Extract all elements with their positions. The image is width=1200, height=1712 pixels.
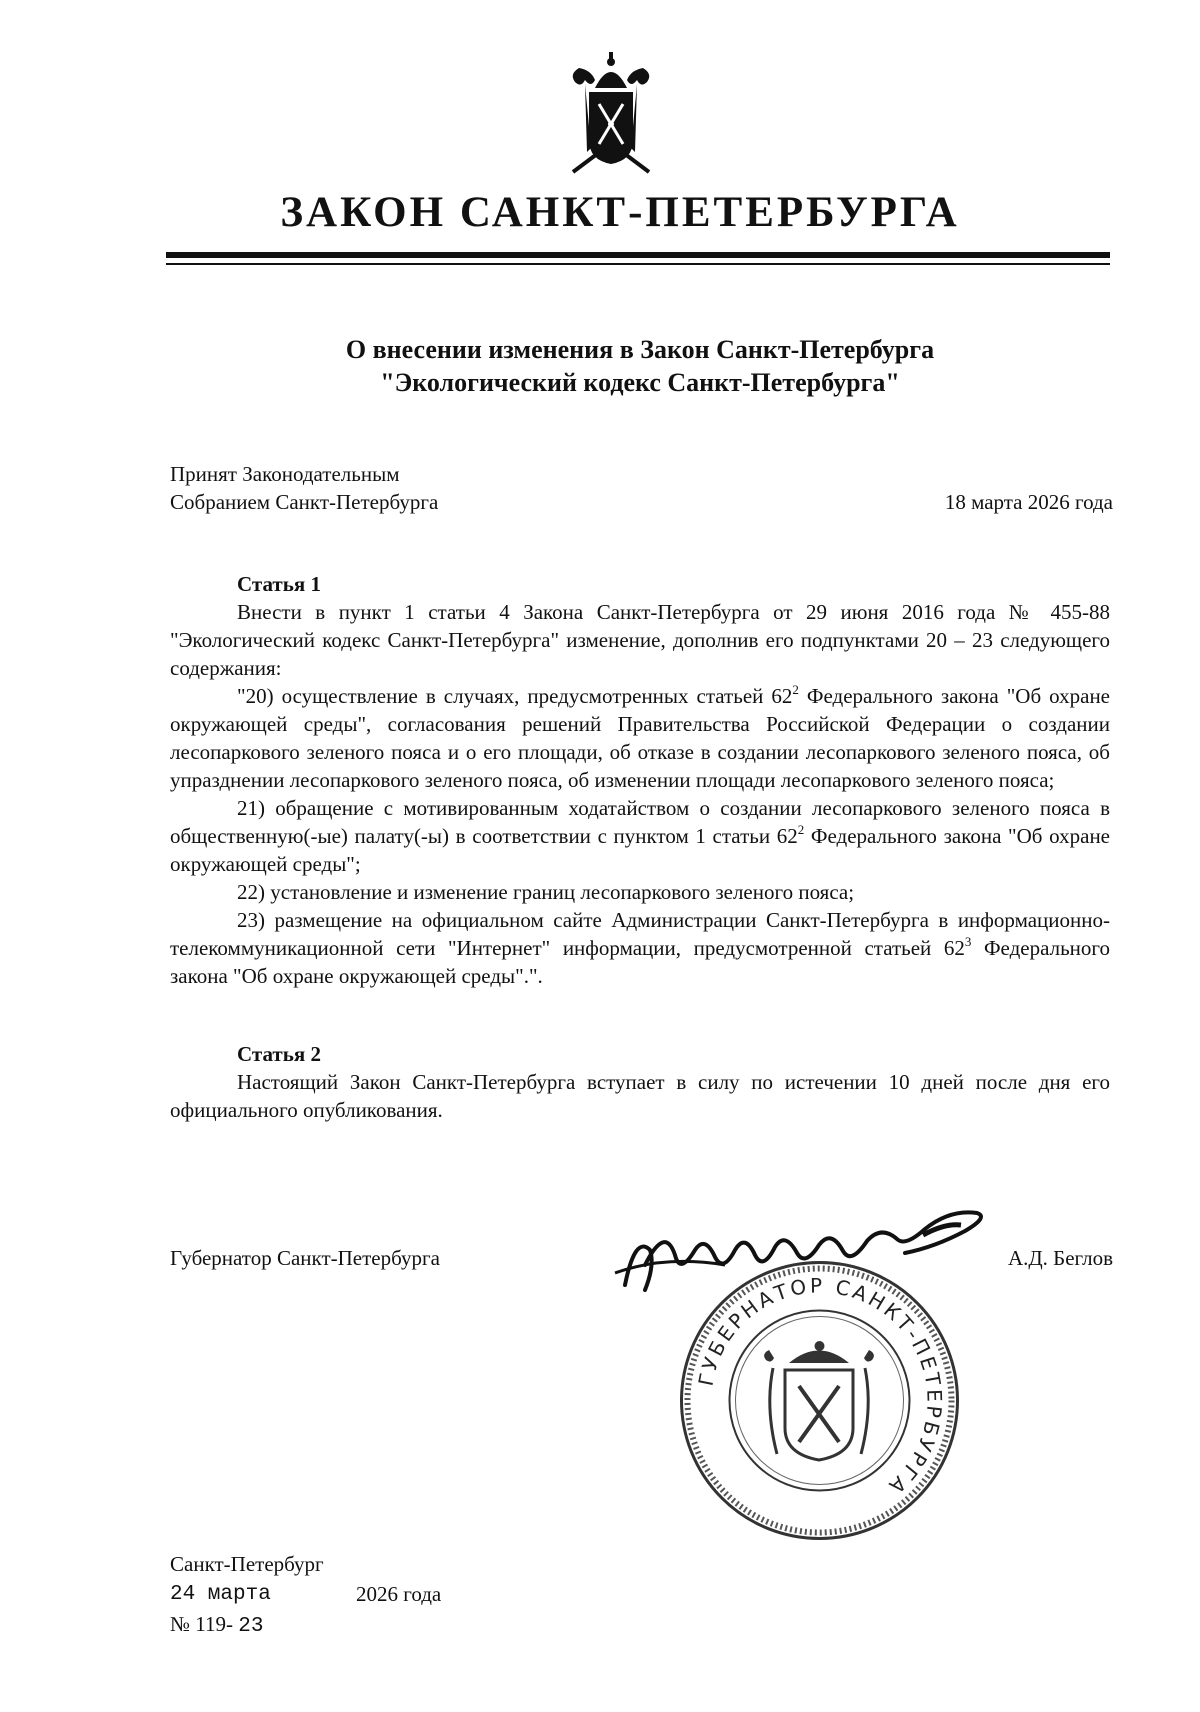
title-divider-thick <box>166 252 1110 258</box>
law-title: ЗАКОН САНКТ-ПЕТЕРБУРГА <box>280 189 960 236</box>
governor-seal-icon <box>677 1258 962 1543</box>
adoption-line-1: Принят Законодательным <box>170 462 400 486</box>
footer-day-month: 24 марта <box>170 1583 271 1606</box>
article-1-heading: Статья 1 <box>237 572 321 596</box>
saint-petersburg-coat-of-arms-icon <box>565 48 657 176</box>
article-1 <box>170 570 1110 990</box>
article-2-text: Настоящий Закон Санкт-Петербурга вступает в силу по истечении 10 дней после дня его официального опубликования. <box>170 1070 1110 1122</box>
signatory-position: Губернатор Санкт-Петербурга <box>170 1246 440 1270</box>
title-divider-thin <box>166 263 1110 265</box>
signatory-name: А.Д. Беглов <box>1007 1246 1113 1270</box>
article-1-item-20: "20) осуществление в случаях, предусмотренных статьей $62^2$ Федерального закона "Об охране окружающей среды", согласования решений Правительства Российской Федерации о создании лесопаркового зеленого пояса и о его площади, об отказе в создании лесопаркового зеленого пояса, об упразднении лесопаркового зеленого пояса, об изменении площади лесопаркового зеленого пояса; <box>170 682 1110 792</box>
article-1-item-22: 22) установление и изменение границ лесопаркового зеленого пояса; <box>237 880 855 904</box>
subject-line-1: О внесении изменения в Закон Санкт-Петербурга <box>345 335 935 364</box>
seal-outer-text: ГУБЕРНАТОР САНКТ-ПЕТЕРБУРГА <box>693 1273 947 1501</box>
article-1-item-23: 23) размещение на официальном сайте Администрации Санкт-Петербурга в информационно-телекоммуникационной сети "Интернет" информации, предусмотренной статьей $62^3$ Федерального закона "Об охране окружающей среды".". <box>170 908 1111 988</box>
article-1-intro: Внести в пункт 1 статьи 4 Закона Санкт-Петербурга от 29 июня 2016 года № 455-88 "Экологический кодекс Санкт-Петербурга" изменение, дополнив его подпунктами 20 – 23 следующего содержания: <box>170 600 1110 680</box>
footer-city: Санкт-Петербург <box>170 1552 324 1576</box>
footer-number: № 119- 23 <box>170 1612 264 1638</box>
law-subject <box>170 333 1110 399</box>
subject-line-2: "Экологический кодекс Санкт-Петербурга" <box>380 368 900 397</box>
article-2 <box>170 1040 1110 1124</box>
article-2-heading: Статья 2 <box>237 1042 321 1066</box>
footer-year: 2026 года <box>356 1582 442 1606</box>
article-1-item-21: 21) обращение с мотивированным ходатайством о создании лесопаркового зеленого пояса в общественную(-ые) палату(-ы) в соответствии с пунктом 1 статьи $62^2$ Федерального закона "Об охране окружающей среды"; <box>170 796 1110 876</box>
adoption-date: 18 марта 2026 года <box>944 490 1113 514</box>
adoption-line-2: Собранием Санкт-Петербурга <box>170 490 439 514</box>
